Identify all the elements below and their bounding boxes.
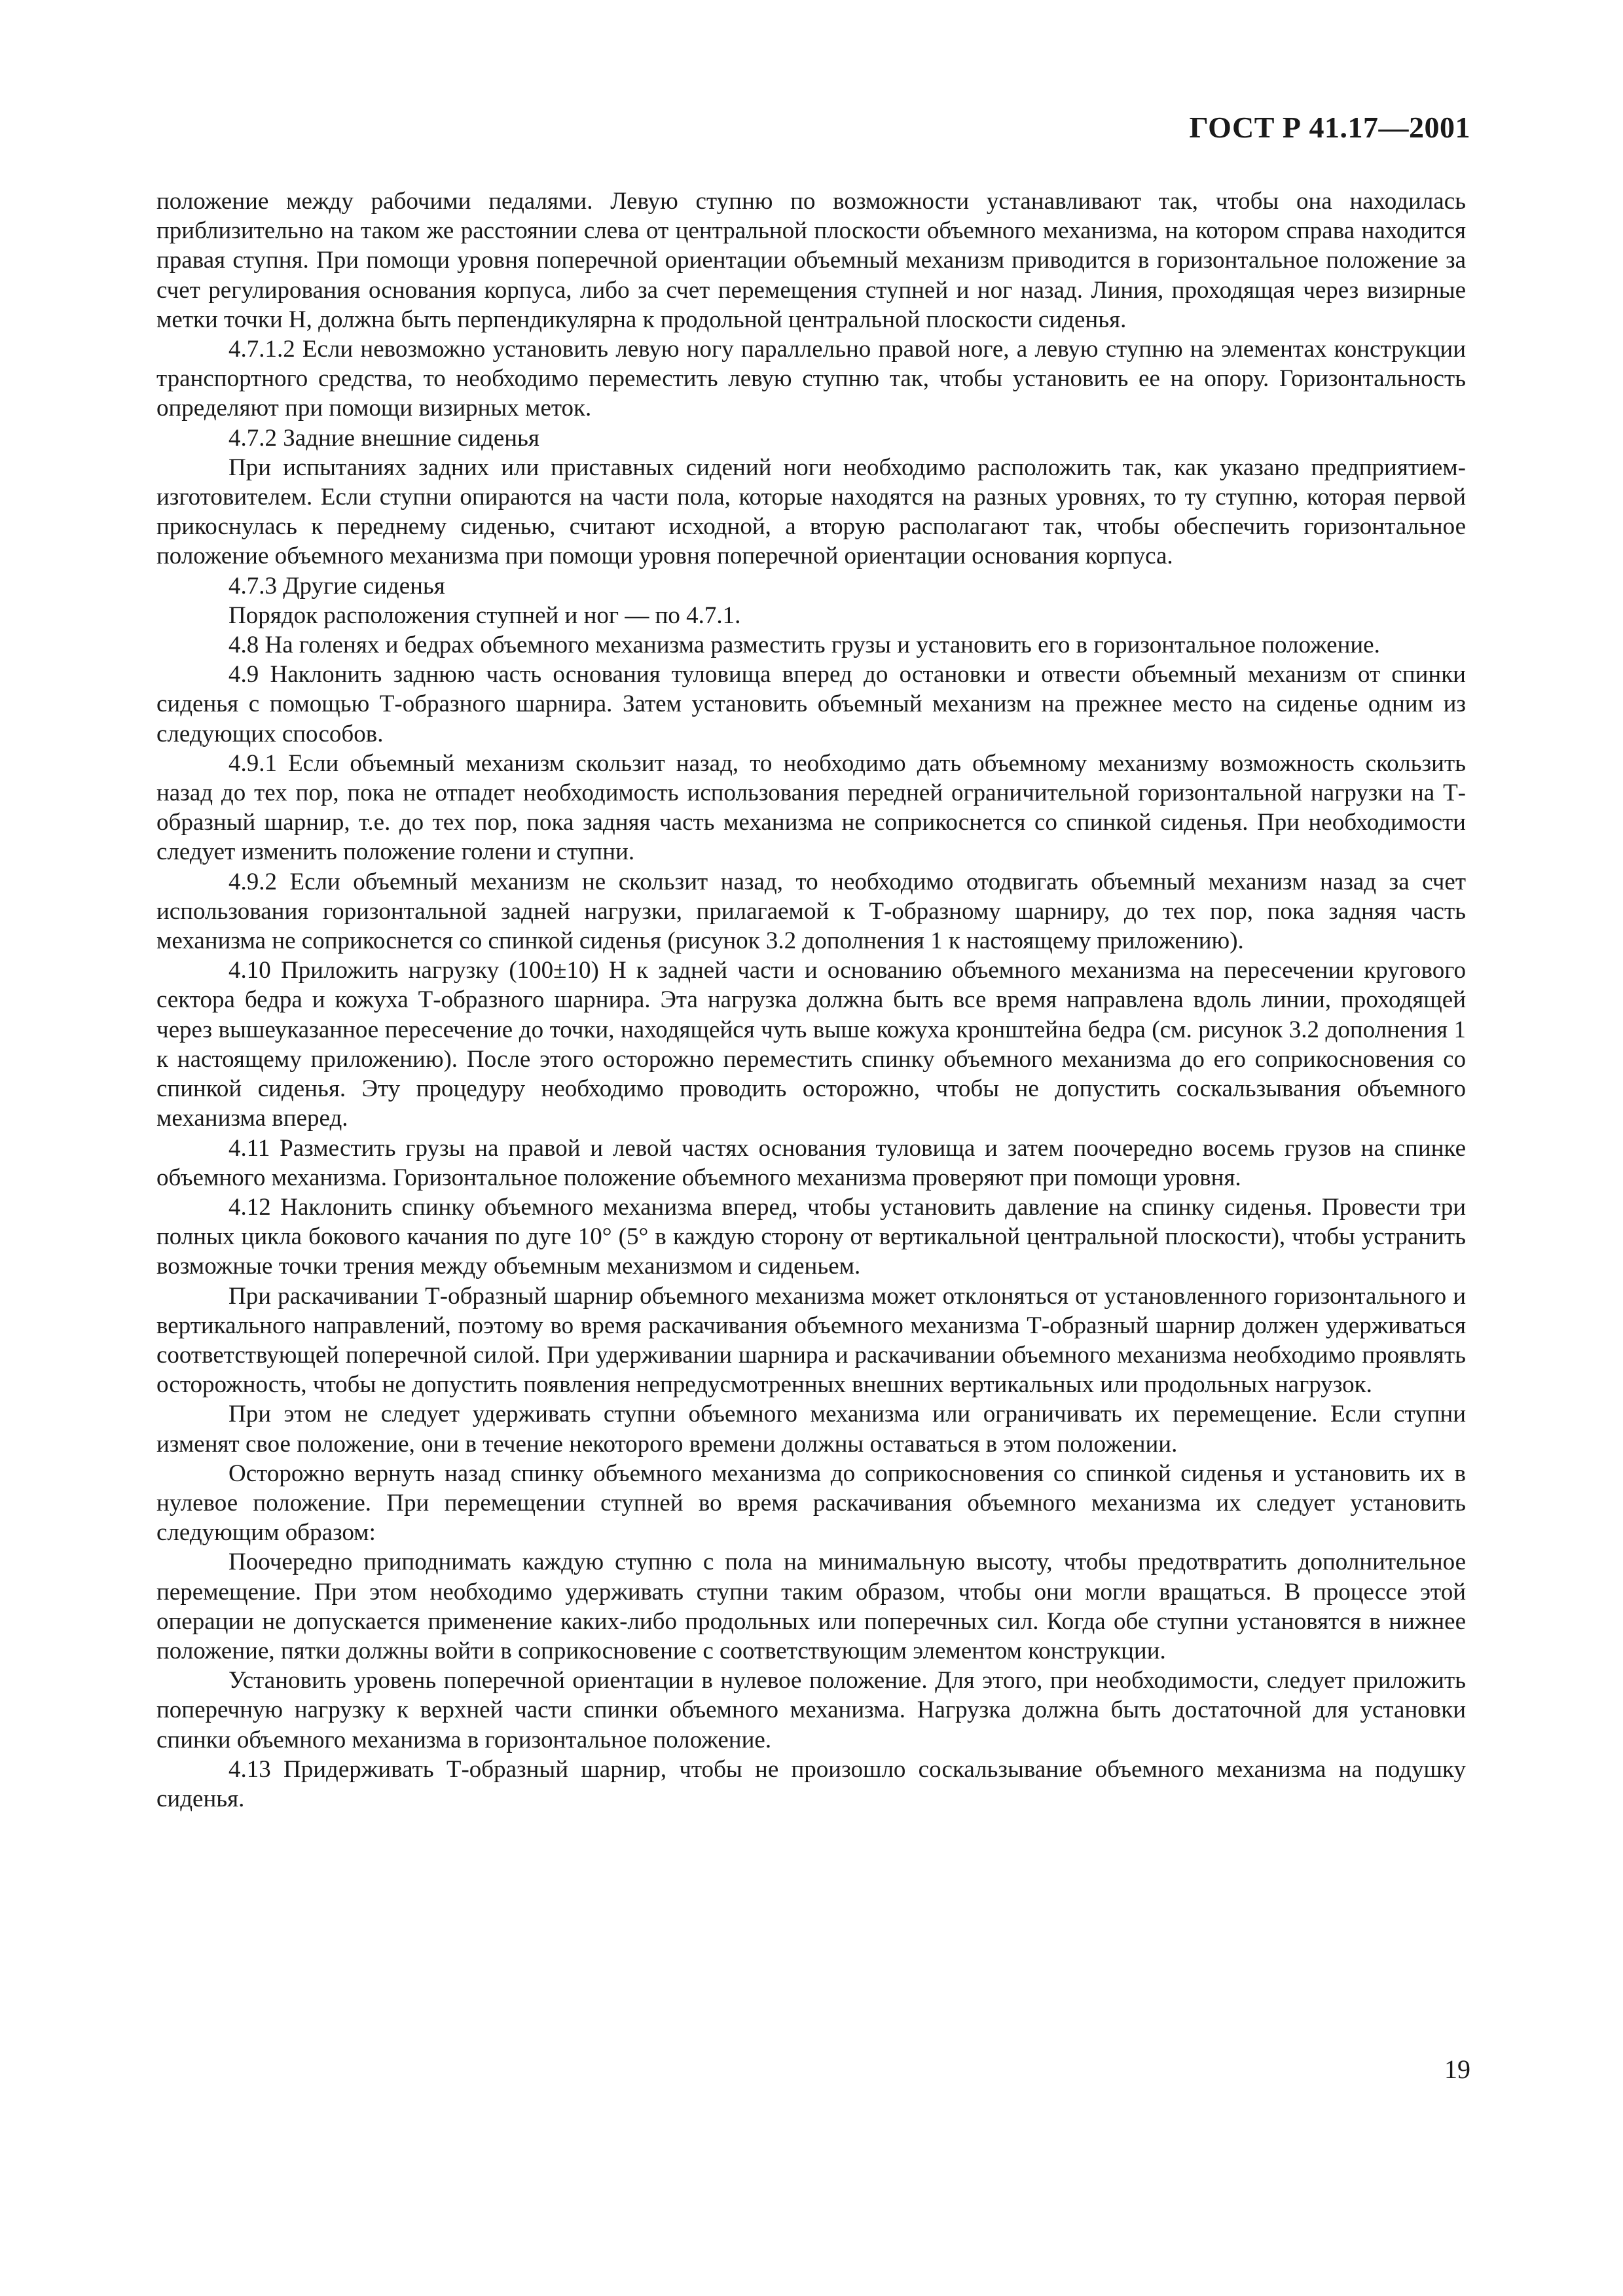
paragraph-4-12: 4.12 Наклонить спинку объемного механизма вперед, чтобы установить давление на спинку сиденья. Провести три полных цикла бокового качания по дуге 10° (5° в каждую сторону от вертикальной центральной плоскости), чтобы устранить возможные точки трения между объемным механизмом и сиденьем. [156, 1193, 1466, 1280]
heading-4-7-2: 4.7.2 Задние внешние сиденья [228, 424, 539, 452]
paragraph-4-8: 4.8 На голенях и бедрах объемного механизма разместить грузы и установить его в горизонтальное положение. [228, 632, 1380, 659]
standard-designation: ГОСТ Р 41.17—2001 [1189, 111, 1470, 144]
paragraph-level-zero: Установить уровень поперечной ориентации в нулевое положение. Для этого, при необходимости, следует приложить поперечную нагрузку к верхней части спинки объемного механизма. Нагрузка должна быть достаточной для установки спинки объемного механизма в горизонтальное положение. [156, 1667, 1466, 1753]
paragraph-feet-hold: При этом не следует удерживать ступни объемного механизма или ограничивать их перемещение. Если ступни изменят свое положение, они в течение некоторого времени должны оставаться в этом положении. [156, 1401, 1466, 1458]
paragraph-lift-feet: Поочередно приподнимать каждую ступню с пола на минимальную высоту, чтобы предотвратить дополнительное перемещение. При этом необходимо удерживать ступни таким образом, чтобы они могли вращаться. В процессе этой операции не допускается применение каких-либо продольных или поперечных сил. Когда обе ступни установятся в нижнее положение, пятки должны войти в соприкосновение с соответствующим элементом конструкции. [156, 1549, 1466, 1664]
paragraph-return-back: Осторожно вернуть назад спинку объемного механизма до соприкосновения со спинкой сиденья и установить их в нулевое положение. При перемещении ступней во время раскачивания объемного механизма их следует установить следующим образом: [156, 1460, 1466, 1547]
paragraph-4-13: 4.13 Придерживать Т-образный шарнир, чтобы не произошло соскальзывание объемного механизма на подушку сиденья. [156, 1755, 1466, 1812]
paragraph-other-seats: Порядок расположения ступней и ног — по 4.7.1. [228, 601, 741, 629]
paragraph-continuation: положение между рабочими педалями. Левую ступню по возможности устанавливают так, чтобы она находилась приблизительно на таком же расстоянии слева от центральной плоскости объемного механизма, на котором справа находится правая ступня. При помощи уровня поперечной ориентации объемный механизм приводится в горизонтальное положение за счет регулирования основания корпуса, либо за счет перемещения ступней и ног назад. Линия, проходящая через визирные метки точки H, должна быть перпендикулярна к продольной центральной плоскости сиденья. [156, 188, 1466, 333]
paragraph-4-9-2: 4.9.2 Если объемный механизм не скользит назад, то необходимо отодвигать объемный механизм назад за счет использования горизонтальной задней нагрузки, прилагаемой к Т-образному шарниру, до тех пор, пока задняя часть механизма не соприкоснется со спинкой сиденья (рисунок 3.2 дополнения 1 к настоящему приложению). [156, 868, 1466, 955]
paragraph-4-7-1-2: 4.7.1.2 Если невозможно установить левую ногу параллельно правой ноге, а левую ступню на элементах конструкции транспортного средства, то необходимо переместить левую ступню так, чтобы установить ее на опору. Горизонтальность определяют при помощи визирных меток. [156, 336, 1466, 422]
paragraph-4-9-1: 4.9.1 Если объемный механизм скользит назад, то необходимо дать объемному механизму возможность скользить назад до тех пор, пока не отпадет необходимость использования передней ограничительной горизонтальной нагрузки на Т-образный шарнир, т.е. до тех пор, пока задняя часть механизма не соприкоснется со спинкой сиденья. При необходимости следует изменить положение голени и ступни. [156, 749, 1466, 866]
paragraph-rear-seats: При испытаниях задних или приставных сидений ноги необходимо расположить так, как указано предприятием-изготовителем. Если ступни опираются на части пола, которые находятся на разных уровнях, то ту ступню, которая первой прикоснулась к переднему сиденью, считают исходной, а вторую располагают так, чтобы обеспечить горизонтальное положение объемного механизма при помощи уровня поперечной ориентации основания корпуса. [156, 454, 1466, 570]
paragraph-4-9: 4.9 Наклонить заднюю часть основания туловища вперед до остановки и отвести объемный механизм от спинки сиденья с помощью Т-образного шарнира. Затем установить объемный механизм на прежнее место на сиденье одним из следующих способов. [156, 661, 1466, 747]
heading-4-7-3: 4.7.3 Другие сиденья [228, 572, 445, 600]
paragraph-swinging: При раскачивании Т-образный шарнир объемного механизма может отклоняться от установленного горизонтального и вертикального направлений, поэтому во время раскачивания объемного механизма Т-образный шарнир должен удерживаться соответствующей поперечной силой. При удерживании шарнира и раскачивании объемного механизма необходимо проявлять осторожность, чтобы не допустить появления непредусмотренных внешних вертикальных или продольных нагрузок. [156, 1282, 1466, 1399]
document-body [156, 187, 1466, 1814]
paragraph-4-10: 4.10 Приложить нагрузку (100±10) Н к задней части и основанию объемного механизма на пересечении кругового сектора бедра и кожуха Т-образного шарнира. Эта нагрузка должна быть все время направлена вдоль линии, проходящей через вышеуказанное пересечение до точки, находящейся чуть выше кожуха кронштейна бедра (см. рисунок 3.2 дополнения 1 к настоящему приложению). После этого осторожно переместить спинку объемного механизма до его соприкосновения со спинкой сиденья. Эту процедуру необходимо проводить осторожно, чтобы не допустить соскальзывания объемного механизма вперед. [156, 957, 1466, 1132]
paragraph-4-11: 4.11 Разместить грузы на правой и левой частях основания туловища и затем поочередно восемь грузов на спинке объемного механизма. Горизонтальное положение объемного механизма проверяют при помощи уровня. [156, 1134, 1466, 1191]
page-number: 19 [1444, 2054, 1470, 2084]
